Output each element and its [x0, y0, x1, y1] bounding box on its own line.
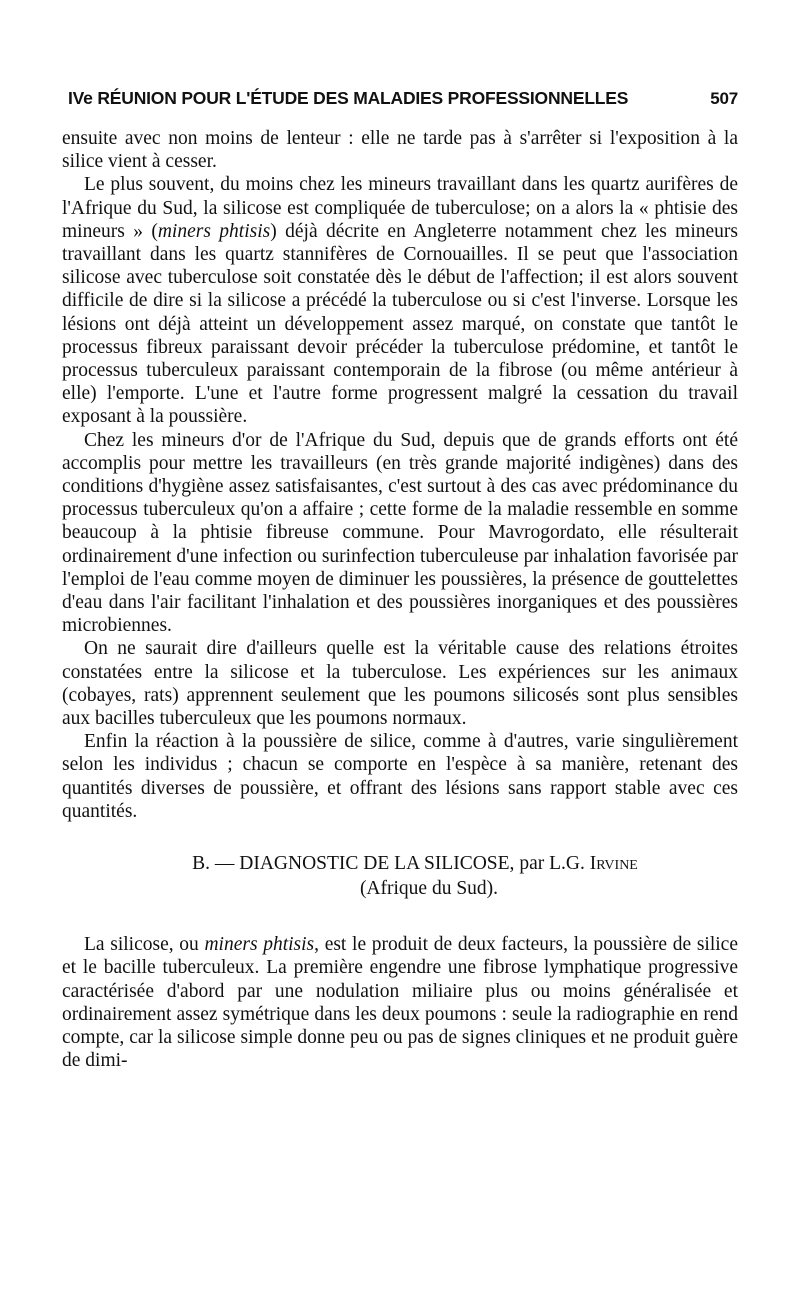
- running-head-title: IVe RÉUNION POUR L'ÉTUDE DES MALADIES PROFESSIONNELLES: [68, 88, 629, 108]
- section-author: L.G. Irvine: [549, 853, 638, 875]
- paragraph-tuberculosis-complication: [62, 173, 738, 428]
- paragraph-gold-miners: Chez les mineurs d'or de l'Afrique du Sud, depuis que de grands efforts ont été accomplis pour mettre les travailleurs (en très grande majorité indigènes) dans des conditions d'hygiène assez satisfaisantes, c'est surtout à des cas avec prédominance du processus tuberculeux qu'on a affaire ; cette forme de la maladie ressemble en somme beaucoup à la phtisie fibreuse commune. Pour Mavrogordato, elle résulterait ordinairement d'une infection ou surinfection tuberculeuse par inhalation favorisée par l'emploi de l'eau comme moyen de diminuer les poussières, la présence de gouttelettes d'eau dans l'air facilitant l'inhalation et des poussières inorganiques et des poussières microbiennes.: [62, 429, 738, 637]
- section-heading: [62, 851, 738, 901]
- running-head: [62, 88, 738, 109]
- section-title: B. — DIAGNOSTIC DE LA SILICOSE,: [192, 853, 515, 875]
- paragraph-text: , est le produit de deux facteurs, la poussière de silice et le bacille tuberculeux. La première engendre une fibrose lymphatique progressive caractérisée d'abord par une nodulation miliaire plus ou moins généralisée et ordinairement assez symétrique dans les deux poumons : seule la radiographie en rend compte, car la silicose simple donne peu ou pas de signes cliniques et ne produit guère de dimi-: [62, 934, 738, 1072]
- italic-term: miners phtisis: [157, 220, 271, 242]
- paragraph-text: ) déjà décrite en Angleterre notamment chez les mineurs travaillant dans les quartz stannifères de Cornouailles. Il se peut que l'association silicose avec tuberculose soit constatée dès le début de l'affection; il est alors souvent difficile de dire si la silicose a précédé la tuberculose ou si c'est l'inverse. Lorsque les lésions ont déjà atteint un développement assez marqué, on constate que tantôt le processus fibreux paraissant devoir précéder la tuberculose prédomine, et tantôt le processus tuberculeux paraissant contemporain de la fibrose (ou même antérieur à elle) l'emporte. L'une et l'autre forme progressent malgré la cessation du travail exposant à la poussière.: [62, 220, 738, 428]
- section-by: par: [519, 853, 545, 875]
- paragraph-continuation: ensuite avec non moins de lenteur : elle ne tarde pas à s'arrêter si l'exposition à la silice vient à cesser.: [62, 128, 738, 173]
- paragraph-individual-reaction: Enfin la réaction à la poussière de silice, comme à d'autres, varie singulièrement selon les individus ; chacun se comporte en l'espèce à sa manière, retenant des quantités diverses de poussière, et offrant des lésions sans rapport stable avec ces quantités.: [62, 731, 738, 822]
- paragraph-diagnosis: [62, 933, 738, 1072]
- book-page: [62, 88, 738, 1072]
- page-number: 507: [710, 89, 738, 108]
- italic-term: miners phtisis: [204, 934, 315, 956]
- paragraph-text: Le plus souvent, du moins chez les mineurs travaillant dans les quartz aurifères de l'Afrique du Sud, la silicose est compliquée de tuberculose; on a alors la « phtisie des mineurs » (: [62, 174, 738, 242]
- paragraph-text: La silicose, ou: [84, 934, 205, 956]
- section-subtitle: (Afrique du Sud).: [359, 878, 499, 900]
- paragraph-relations: On ne saurait dire d'ailleurs quelle est la véritable cause des relations étroites constatées entre la silicose et la tuberculose. Les expériences sur les animaux (cobayes, rats) apprennent seulement que les poumons silicosés sont plus sensibles aux bacilles tuberculeux que les poumons normaux.: [62, 638, 738, 730]
